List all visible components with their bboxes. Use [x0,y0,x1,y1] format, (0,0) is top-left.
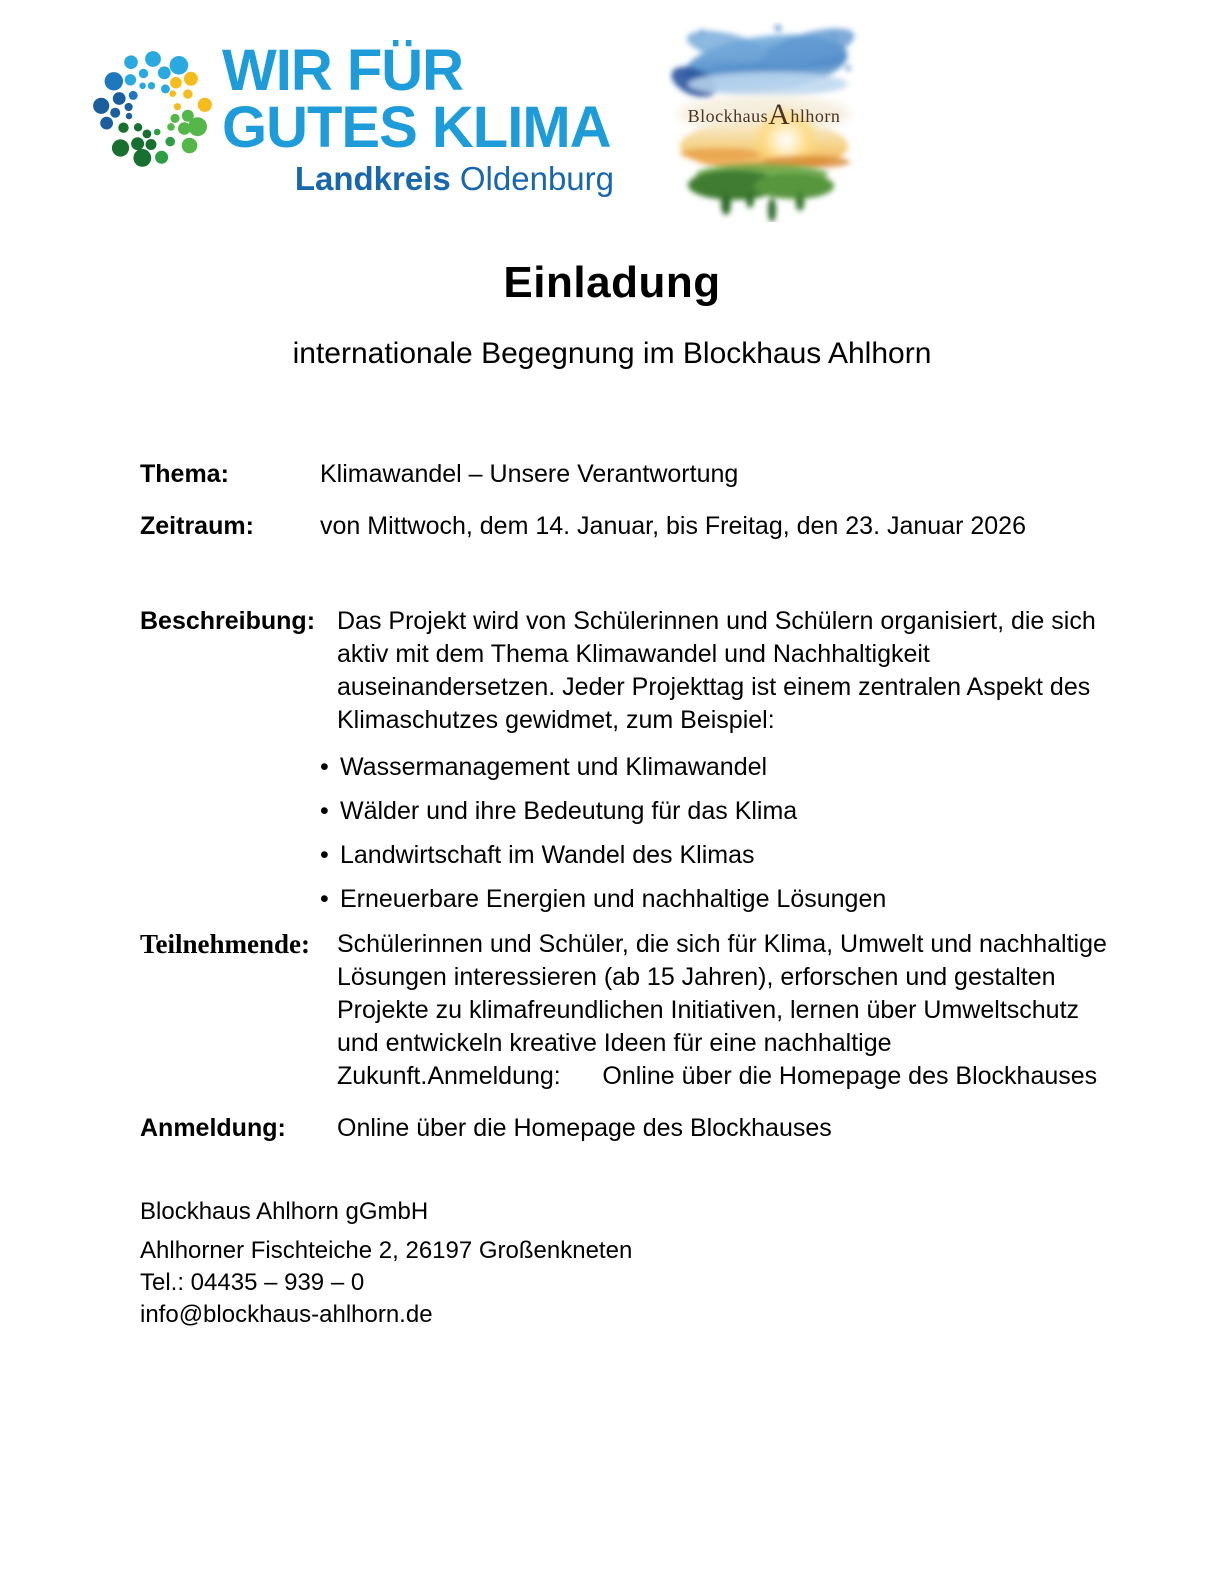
bullet-item [140,751,1100,784]
beschreibung-row [140,605,1100,737]
bullet-text: Landwirtschaft im Wandel des Klimas [340,841,755,869]
thema-value: Klimawandel – Unsere Verantwortung [320,460,739,488]
bullet-text: Wälder und ihre Bedeutung für das Klima [340,797,798,825]
teilnehmende-label: Teilnehmende: [140,929,311,959]
wir-fuer-gutes-klima-logo [92,38,614,198]
thema-row [140,458,1100,491]
wordmark-subline [222,160,614,198]
teilnehmende-value: Schülerinnen und Schüler, die sich für Klima, Umwelt und nachhaltige Lösungen interessieren (ab 15 Jahren), erforschen und gestalten Projekte zu klimafreundlichen Initiativen, lernen über Umweltschutz und entwickeln kreative Ideen für eine nachhaltige Zukunft.Anmeldung: Online über die Homepage des Blockhauses [337,930,1114,1090]
bullet-list [140,751,1100,916]
dot-wreath-icon [92,48,214,170]
page-subtitle: internationale Begegnung im Blockhaus Ahlhorn [292,337,932,370]
page-title: Einladung [503,258,721,307]
beschreibung-value: Das Projekt wird von Schülerinnen und Schülern organisiert, die sich aktiv mit dem Thema Klimawandel und Nachhaltigkeit auseinandersetzen. Jeder Projekttag ist einem zentralen Aspekt des Klimaschutzes gewidmet, zum Beispiel: [337,607,1096,734]
phone-line: Tel.: 04435 – 939 – 0 [140,1269,365,1296]
bullet-icon: • [320,753,329,781]
anmeldung-value: Online über die Homepage des Blockhauses [337,1114,832,1142]
beschreibung-label: Beschreibung: [140,607,316,635]
teilnehmende-row [140,928,1114,1093]
email-line: info@blockhaus-ahlhorn.de [140,1301,433,1328]
bullet-icon: • [320,885,329,913]
address-line: Ahlhorner Fischteiche 2, 26197 Großenkneten [140,1237,633,1264]
zeitraum-value: von Mittwoch, dem 14. Januar, bis Freitag, den 23. Januar 2026 [320,512,1026,540]
bullet-text: Erneuerbare Energien und nachhaltige Lösungen [340,885,887,913]
bullet-icon: • [320,841,329,869]
wordmark [222,38,614,198]
thema-label: Thema: [140,460,229,488]
company-name: Blockhaus Ahlhorn gGmbH [140,1198,429,1225]
wordmark-line-1: WIR FÜR [222,38,464,103]
bullet-icon: • [320,797,329,825]
contact-block [140,1235,1224,1331]
anmeldung-label: Anmeldung: [140,1114,286,1142]
bullet-text: Wassermanagement und Klimawandel [340,753,768,781]
blockhaus-ahlhorn-logo-text: BlockhausAhlhorn [687,98,841,131]
blockhaus-ahlhorn-logo [668,22,860,222]
contact-footer [140,1195,1224,1331]
document-body [140,458,1114,1145]
bullet-item [140,795,1100,828]
bullet-item [140,839,1100,872]
anmeldung-row [140,1112,1100,1145]
decorative-capital-a: A [768,98,791,131]
zeitraum-label: Zeitraum: [140,512,254,540]
bullet-item [140,883,1100,916]
zeitraum-row [140,510,1100,543]
wordmark-landkreis: Landkreis [294,160,451,197]
wordmark-line-2: GUTES KLIMA [222,95,611,160]
wordmark-oldenburg: Oldenburg [459,160,614,197]
